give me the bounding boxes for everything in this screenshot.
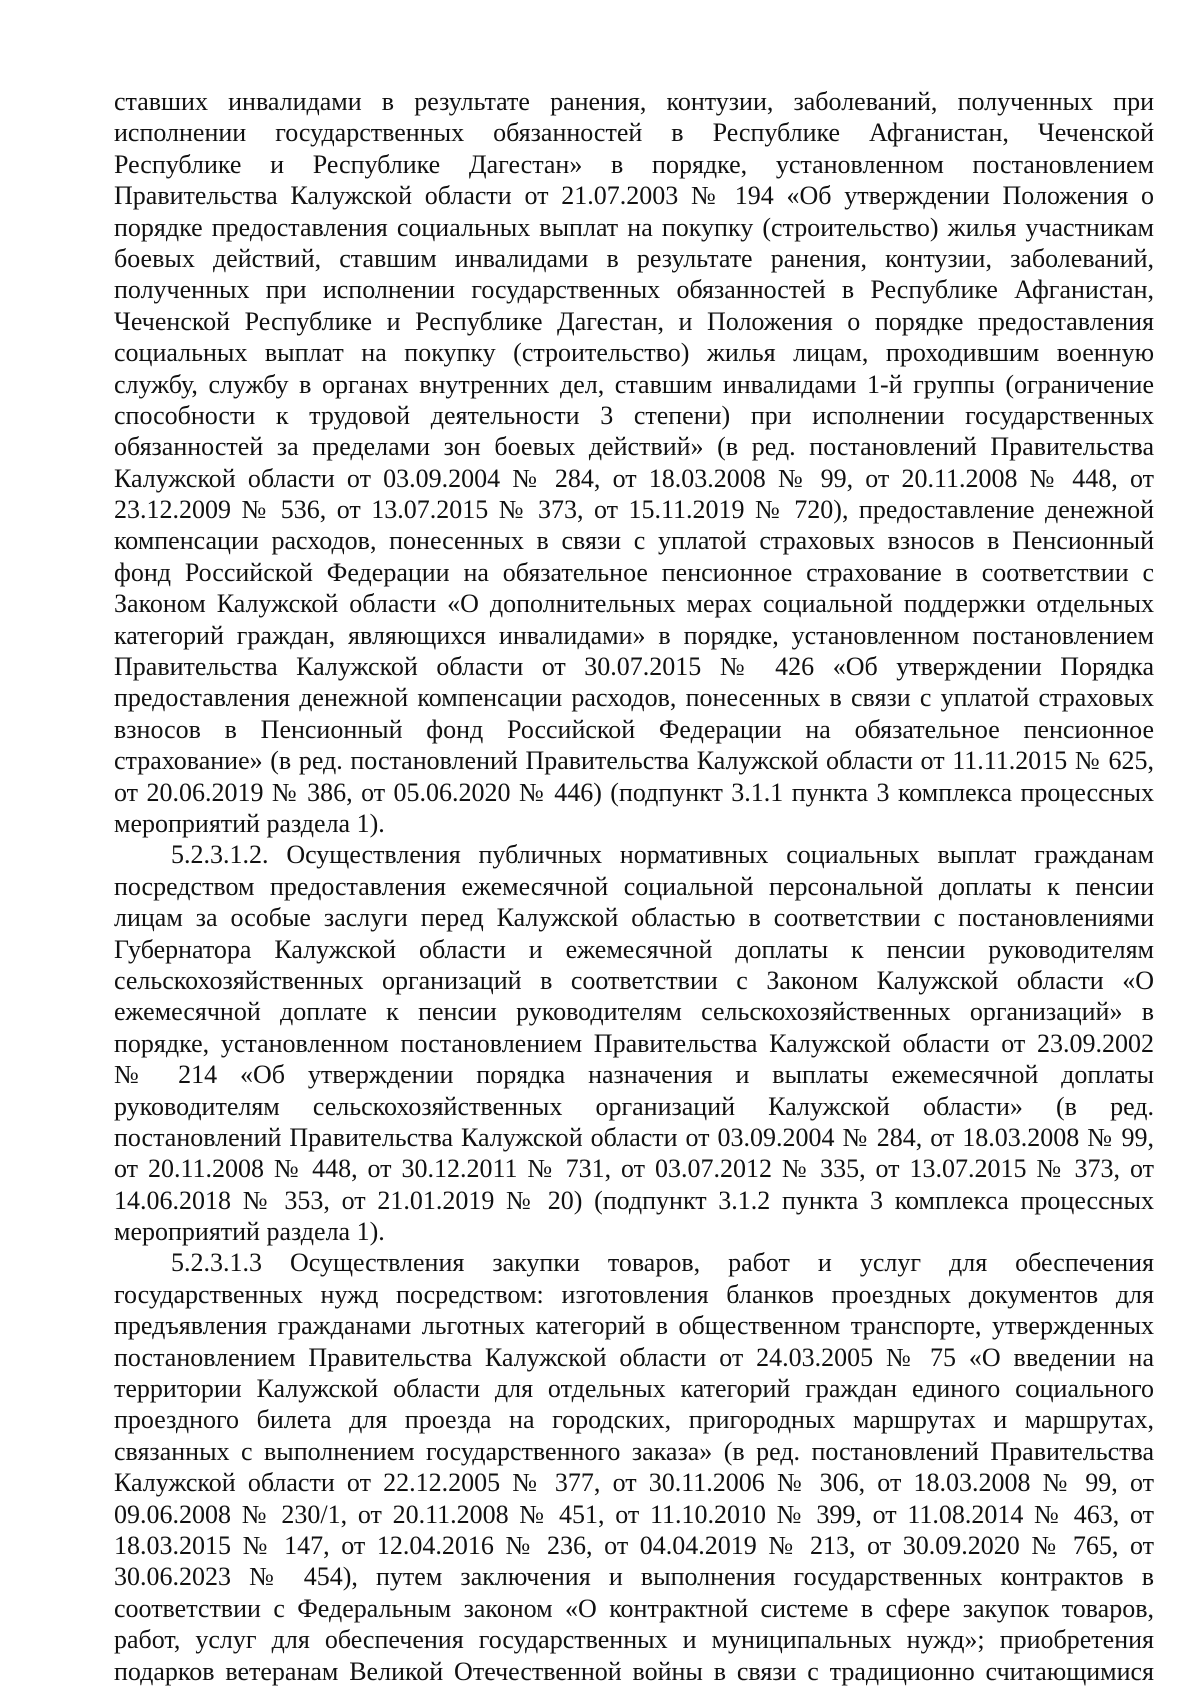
text-line: территории Калужской области для отдельных категорий граждан единого социального bbox=[114, 1374, 1154, 1404]
paragraph-start-line: 5.2.3.1.3 Осуществления закупки товаров, работ и услуг для обеспечения bbox=[171, 1248, 1154, 1278]
text-line: от 20.11.2008 № 448, от 30.12.2011 № 731, от 03.07.2012 № 335, от 13.07.2015 № 373, от bbox=[114, 1154, 1154, 1184]
text-line: руководителям сельскохозяйственных организаций Калужской области» (в ред. bbox=[114, 1091, 1154, 1121]
text-line: Чеченской Республике и Республике Дагестан, и Положения о порядке предоставления bbox=[114, 306, 1154, 336]
text-line: сельскохозяйственных организаций в соответствии с Законом Калужской области «О bbox=[114, 965, 1154, 995]
text-line: способности к трудовой деятельности 3 степени) при исполнении государственных bbox=[114, 400, 1154, 430]
text-line: 18.03.2015 № 147, от 12.04.2016 № 236, от 04.04.2019 № 213, от 30.09.2020 № 765, от bbox=[114, 1530, 1154, 1560]
text-line: 30.06.2023 № 454), путем заключения и выполнения государственных контрактов в bbox=[114, 1562, 1154, 1592]
text-line: работ, услуг для обеспечения государственных и муниципальных нужд»; приобретения bbox=[114, 1625, 1154, 1655]
text-line: предоставления денежной компенсации расходов, понесенных в связи с уплатой страховых bbox=[114, 683, 1154, 713]
text-line: связанных с выполнением государственного заказа» (в ред. постановлений Правительства bbox=[114, 1436, 1154, 1466]
text-line: 23.12.2009 № 536, от 13.07.2015 № 373, от 15.11.2019 № 720), предоставление денежной bbox=[114, 495, 1154, 525]
text-line: предъявления гражданами льготных категорий в общественном транспорте, утвержденных bbox=[114, 1311, 1154, 1341]
text-line: подарков ветеранам Великой Отечественной войны в связи с традиционно считающимися bbox=[114, 1656, 1154, 1686]
text-line: Республике и Республике Дагестан» в порядке, установленном постановлением bbox=[114, 149, 1154, 179]
text-line: 09.06.2008 № 230/1, от 20.11.2008 № 451, от 11.10.2010 № 399, от 11.08.2014 № 463, от bbox=[114, 1499, 1154, 1529]
document-body bbox=[114, 86, 1154, 1687]
text-line: Калужской области от 22.12.2005 № 377, от 30.11.2006 № 306, от 18.03.2008 № 99, от bbox=[114, 1468, 1154, 1498]
text-line: проездного билета для проезда на городских, пригородных маршрутах и маршрутах, bbox=[114, 1405, 1154, 1435]
text-line: взносов в Пенсионный фонд Российской Федерации на обязательное пенсионное bbox=[114, 714, 1154, 744]
text-line: ставших инвалидами в результате ранения, контузии, заболеваний, полученных при bbox=[114, 87, 1154, 116]
text-line: постановлением Правительства Калужской области от 24.03.2005 № 75 «О введении на bbox=[114, 1342, 1154, 1372]
text-line: лицам за особые заслуги перед Калужской областью в соответствии с постановлениями bbox=[114, 903, 1154, 933]
text-line: порядке, установленном постановлением Правительства Калужской области от 23.09.2002 bbox=[114, 1028, 1154, 1058]
text-line: № 214 «Об утверждении порядка назначения и выплаты ежемесячной доплаты bbox=[114, 1060, 1154, 1090]
text-line: полученных при исполнении государственных обязанностей в Республике Афганистан, bbox=[114, 275, 1154, 305]
text-line: боевых действий, ставшим инвалидами в результате ранения, контузии, заболеваний, bbox=[114, 243, 1154, 273]
text-line: Законом Калужской области «О дополнительных мерах социальной поддержки отдельных bbox=[114, 589, 1154, 619]
text-line: службу, службу в органах внутренних дел, ставшим инвалидами 1-й группы (ограничение bbox=[114, 369, 1154, 399]
text-line: государственных нужд посредством: изготовления бланков проездных документов для bbox=[114, 1279, 1154, 1309]
text-line: ежемесячной доплате к пенсии руководителям сельскохозяйственных организаций» в bbox=[114, 997, 1154, 1027]
text-line: категорий граждан, являющихся инвалидами» в порядке, установленном постановлением bbox=[114, 620, 1154, 650]
text-line: страхование» (в ред. постановлений Правительства Калужской области от 11.11.2015 № 625, bbox=[114, 746, 1154, 776]
text-line: фонд Российской Федерации на обязательное пенсионное страхование в соответствии с bbox=[114, 557, 1154, 587]
text-line: посредством предоставления ежемесячной социальной персональной доплаты к пенсии bbox=[114, 871, 1154, 901]
text-line: исполнении государственных обязанностей в Республике Афганистан, Чеченской bbox=[114, 118, 1154, 148]
text-line: мероприятий раздела 1). bbox=[114, 808, 385, 838]
text-line: 14.06.2018 № 353, от 21.01.2019 № 20) (подпункт 3.1.2 пункта 3 комплекса процессных bbox=[114, 1185, 1154, 1215]
text-line: Правительства Калужской области от 21.07.2003 № 194 «Об утверждении Положения о bbox=[114, 181, 1154, 211]
text-line: постановлений Правительства Калужской области от 03.09.2004 № 284, от 18.03.2008 № 99, bbox=[114, 1122, 1154, 1152]
text-line: от 20.06.2019 № 386, от 05.06.2020 № 446) (подпункт 3.1.1 пункта 3 комплекса процессных bbox=[114, 777, 1154, 807]
text-line: соответствии с Федеральным законом «О контрактной системе в сфере закупок товаров, bbox=[114, 1593, 1154, 1623]
text-line: Калужской области от 03.09.2004 № 284, от 18.03.2008 № 99, от 20.11.2008 № 448, от bbox=[114, 463, 1154, 493]
text-line: обязанностей за пределами зон боевых действий» (в ред. постановлений Правительства bbox=[114, 432, 1154, 462]
text-line: социальных выплат на покупку (строительство) жилья лицам, проходившим военную bbox=[114, 338, 1154, 368]
paragraph-start-line: 5.2.3.1.2. Осуществления публичных нормативных социальных выплат гражданам bbox=[171, 840, 1154, 870]
text-line: компенсации расходов, понесенных в связи с уплатой страховых взносов в Пенсионный bbox=[114, 526, 1154, 556]
text-line: мероприятий раздела 1). bbox=[114, 1217, 385, 1247]
text-line: порядке предоставления социальных выплат на покупку (строительство) жилья участникам bbox=[114, 212, 1154, 242]
text-line: Правительства Калужской области от 30.07.2015 № 426 «Об утверждении Порядка bbox=[114, 652, 1154, 682]
text-line: Губернатора Калужской области и ежемесячной доплаты к пенсии руководителям bbox=[114, 934, 1154, 964]
